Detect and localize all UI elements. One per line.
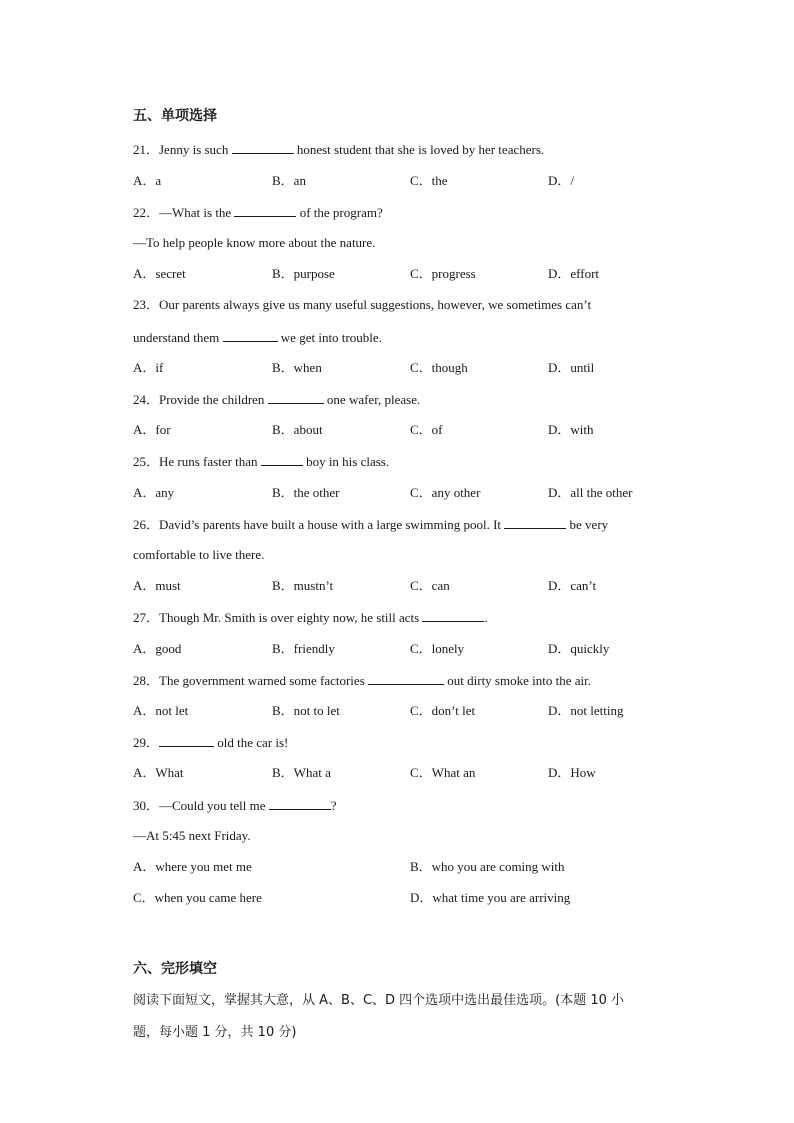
option-d: D．what time you are arriving [410, 890, 571, 905]
option-b: B．who you are coming with [410, 859, 565, 874]
question-text: 22．—What is the [133, 205, 235, 220]
option-a: A．any [133, 485, 175, 500]
question-text: 24．Provide the children [133, 392, 268, 407]
option-b: B．not to let [272, 703, 340, 718]
option-b: B．when [272, 360, 322, 375]
question-25 [133, 453, 389, 470]
option-a: A．must [133, 578, 181, 593]
question-text: honest student that she is loved by her teachers. [293, 142, 545, 157]
option-b: B．friendly [272, 641, 335, 656]
answer-blank [504, 516, 566, 529]
option-c: C．don’t let [410, 703, 476, 718]
question-text: we get into trouble. [277, 330, 382, 345]
option-d: D．quickly [548, 641, 610, 656]
option-a: A．where you met me [133, 859, 252, 874]
option-c: C．though [410, 360, 468, 375]
answer-blank [368, 672, 444, 685]
question-30 [133, 797, 337, 814]
question-28 [133, 672, 591, 689]
option-a: A．a [133, 173, 162, 188]
option-c: C．progress [410, 266, 476, 281]
option-d: D．effort [548, 266, 600, 281]
question-22-answer-line: —To help people know more about the nature. [133, 235, 376, 250]
question-text: 28．The government warned some factories [133, 673, 369, 688]
answer-blank [422, 609, 484, 622]
option-a: A．good [133, 641, 182, 656]
question-text: ? [330, 798, 337, 813]
question-text: one wafer, please. [323, 392, 421, 407]
instruction-text: 题，每小题 1 分，共 10 分) [133, 1025, 297, 1040]
option-b: B．What a [272, 765, 331, 780]
option-b: B．mustn’t [272, 578, 334, 593]
question-text: 30．—Could you tell me [133, 798, 269, 813]
answer-blank [269, 797, 331, 810]
option-b: B．the other [272, 485, 340, 500]
answer-blank [159, 734, 214, 747]
option-c: C．of [410, 422, 443, 437]
option-a: A．if [133, 360, 164, 375]
question-text: old the car is! [214, 735, 289, 750]
question-26-continued: comfortable to live there. [133, 547, 265, 562]
option-c: C．can [410, 578, 450, 593]
question-21 [133, 141, 544, 158]
section-heading: 六、完形填空 [133, 962, 217, 977]
option-b: B．an [272, 173, 306, 188]
question-29 [133, 734, 288, 751]
option-d: D．How [548, 765, 596, 780]
question-text: 26．David’s parents have built a house with a large swimming pool. It [133, 517, 505, 532]
question-text: out dirty smoke into the air. [444, 673, 591, 688]
answer-blank [261, 453, 303, 466]
option-a: A．secret [133, 266, 186, 281]
question-text: . [484, 610, 488, 625]
instruction-text: 阅读下面短文，掌握其大意，从 A、B、C、D 四个选项中选出最佳选项。(本题 10 小 [133, 993, 625, 1008]
question-text: understand them [133, 330, 223, 345]
option-a: A．What [133, 765, 184, 780]
question-text: be very [566, 517, 609, 532]
option-a: A．for [133, 422, 171, 437]
question-27 [133, 609, 488, 626]
option-d: D．/ [548, 173, 575, 188]
answer-blank [268, 391, 324, 404]
option-d: D．can’t [548, 578, 597, 593]
question-text: 25．He runs faster than [133, 454, 261, 469]
question-23-continued [133, 329, 382, 346]
question-30-answer-line: —At 5:45 next Friday. [133, 828, 251, 843]
option-b: B．purpose [272, 266, 335, 281]
answer-blank [234, 204, 296, 217]
question-text: 21．Jenny is such [133, 142, 232, 157]
option-d: D．not letting [548, 703, 624, 718]
option-d: D．all the other [548, 485, 633, 500]
answer-blank [232, 141, 294, 154]
option-c: C．when you came here [133, 890, 262, 905]
question-text: boy in his class. [302, 454, 390, 469]
option-c: C．What an [410, 765, 476, 780]
option-d: D．until [548, 360, 595, 375]
question-23: 23．Our parents always give us many useful suggestions, however, we sometimes can’t [133, 297, 592, 312]
option-d: D．with [548, 422, 594, 437]
option-a: A．not let [133, 703, 189, 718]
option-b: B．about [272, 422, 323, 437]
question-22 [133, 204, 383, 221]
option-c: C．any other [410, 485, 481, 500]
question-24 [133, 391, 420, 408]
question-text: of the program? [296, 205, 383, 220]
question-text: 29． [133, 735, 160, 750]
answer-blank [223, 329, 278, 342]
section-heading: 五、单项选择 [133, 109, 217, 124]
question-26 [133, 516, 608, 533]
question-text: 27．Though Mr. Smith is over eighty now, he still acts [133, 610, 423, 625]
option-c: C．the [410, 173, 448, 188]
option-c: C．lonely [410, 641, 465, 656]
